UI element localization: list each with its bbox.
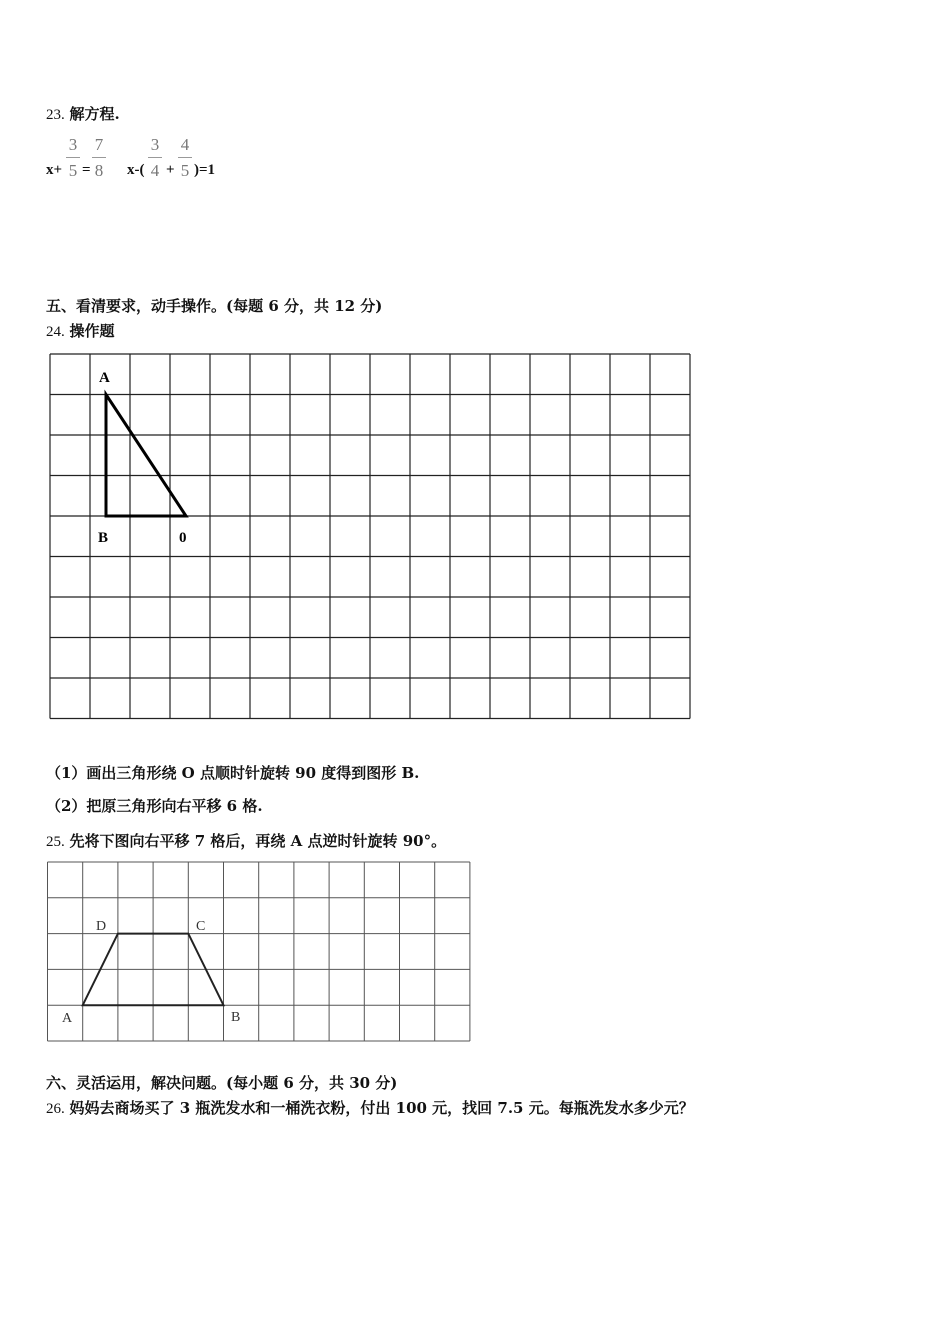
q25-label-d: D — [96, 919, 107, 934]
eq2-fraction-1: 3 4 — [148, 136, 162, 180]
q23-heading — [46, 103, 120, 124]
section5-heading: 五、看清要求，动手操作。(每题 6 分，共 12 分) — [46, 297, 383, 315]
q25-heading — [46, 830, 446, 851]
q24-heading — [46, 320, 115, 341]
q25-grid — [48, 862, 470, 1041]
q23-title: 解方程. — [69, 105, 120, 123]
eq1-equals: = — [82, 162, 91, 178]
eq2-tail: )=1 — [194, 162, 216, 178]
q23-number: 23. — [46, 107, 65, 123]
q26-text: 妈妈去商场买了 3 瓶洗发水和一桶洗衣粉，付出 100 元，找回 7.5 元。每瓶洗发水多少元？ — [69, 1099, 694, 1117]
eq2-plus: + — [166, 162, 175, 178]
eq2-lead: x-( — [127, 162, 145, 178]
q24-label-b: B — [98, 530, 109, 546]
q25-number: 25. — [46, 834, 65, 850]
q25-text: 先将下图向右平移 7 格后，再绕 A 点逆时针旋转 90°。 — [69, 832, 447, 850]
q26-heading — [46, 1097, 694, 1118]
q25-label-a: A — [62, 1011, 73, 1026]
q24-grid-figure — [48, 352, 694, 724]
q25-label-c: C — [196, 919, 206, 934]
q24-grid — [50, 354, 690, 719]
q25-label-b: B — [231, 1010, 241, 1025]
q24-number: 24. — [46, 324, 65, 340]
q25-grid-figure — [46, 860, 474, 1046]
eq2-fraction-2: 4 5 — [178, 136, 192, 180]
eq1-fraction-1: 3 5 — [66, 136, 80, 180]
q24-sub1: （1）画出三角形绕 O 点顺时针旋转 90 度得到图形 B. — [46, 764, 420, 782]
q24-label-a: A — [99, 370, 110, 386]
q26-number: 26. — [46, 1101, 65, 1117]
eq1-lead: x+ — [46, 162, 63, 178]
q24-triangle — [106, 395, 186, 517]
q24-sub2: （2）把原三角形向右平移 6 格. — [46, 797, 263, 815]
section6-heading: 六、灵活运用，解决问题。(每小题 6 分，共 30 分) — [46, 1074, 398, 1092]
q24-title: 操作题 — [69, 322, 115, 340]
eq1-fraction-2: 7 8 — [92, 136, 106, 180]
q24-label-o: 0 — [179, 530, 187, 546]
